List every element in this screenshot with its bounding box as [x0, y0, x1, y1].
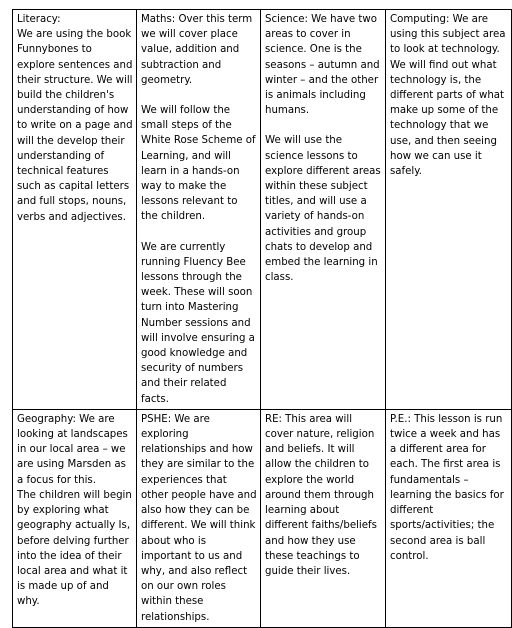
literacy-cell — [13, 10, 137, 410]
pshe-cell — [137, 409, 261, 627]
table-row — [13, 10, 512, 410]
pe-text: P.E.: This lesson is run twice a week and has a different area for each. The first area is fundamentals – learning the basics for different sports/activities; the second area is ball control. — [390, 413, 504, 562]
literacy-text: We are using the book Funnybones to explore sentences and their structure. We will build the children's understanding of how to write on a page and will the develop their understanding of technical features such as capital letters and full stops, nouns, verbs and adjectives. — [17, 29, 133, 223]
literacy-heading: Literacy: — [17, 14, 61, 25]
geography-text-2: The children will begin by exploring what geography actually Is, before delving further into the idea of their local area and what it is made up of and why. — [17, 489, 132, 608]
pe-cell — [386, 409, 512, 627]
re-text: RE: This area will cover nature, religion and beliefs. It will allow the children to explore the world around them through learning about different faiths/beliefs and how they use these teachings to guide their lives. — [265, 413, 377, 577]
maths-text-1: Maths: Over this term we will cover place value, addition and subtraction and geometry. — [141, 14, 253, 86]
pshe-text: PSHE: We are exploring relationships and how they are similar to the experiences that other people have and also how they can be different. We will think about who is important to us and why, and also reflect on our own roles within these relationships. — [141, 413, 257, 623]
science-text-1: Science: We have two areas to cover in science. One is the seasons – autumn and winter – and the other is animals including humans. — [265, 14, 380, 117]
computing-text: Computing: We are using this subject area to look at technology. We will find out what technology is, the different parts of what make up some of the technology that we use, and then seeing how we can use it safely. — [390, 14, 506, 178]
maths-text-3: We are currently running Fluency Bee lessons through the week. These will soon turn into Mastering Number sessions and will involve ensuring a good knowledge and security of numbers and their related facts. — [141, 241, 255, 405]
maths-cell — [137, 10, 261, 410]
re-cell — [261, 409, 386, 627]
science-text-2: We will use the science lessons to explore different areas within these subject titles, and will use a variety of hands-on activities and group chats to develop and embed the learning in class. — [265, 135, 381, 284]
geography-text-1: Geography: We are looking at landscapes in our local area – we are using Marsden as a focus for this. — [17, 413, 128, 486]
geography-cell — [13, 409, 137, 627]
table-row — [13, 409, 512, 627]
science-cell — [261, 10, 386, 410]
curriculum-table — [12, 9, 512, 628]
maths-text-2: We will follow the small steps of the White Rose Scheme of Learning, and will learn in a hands-on way to make the lessons relevant to the children. — [141, 105, 256, 223]
computing-cell — [386, 10, 512, 410]
